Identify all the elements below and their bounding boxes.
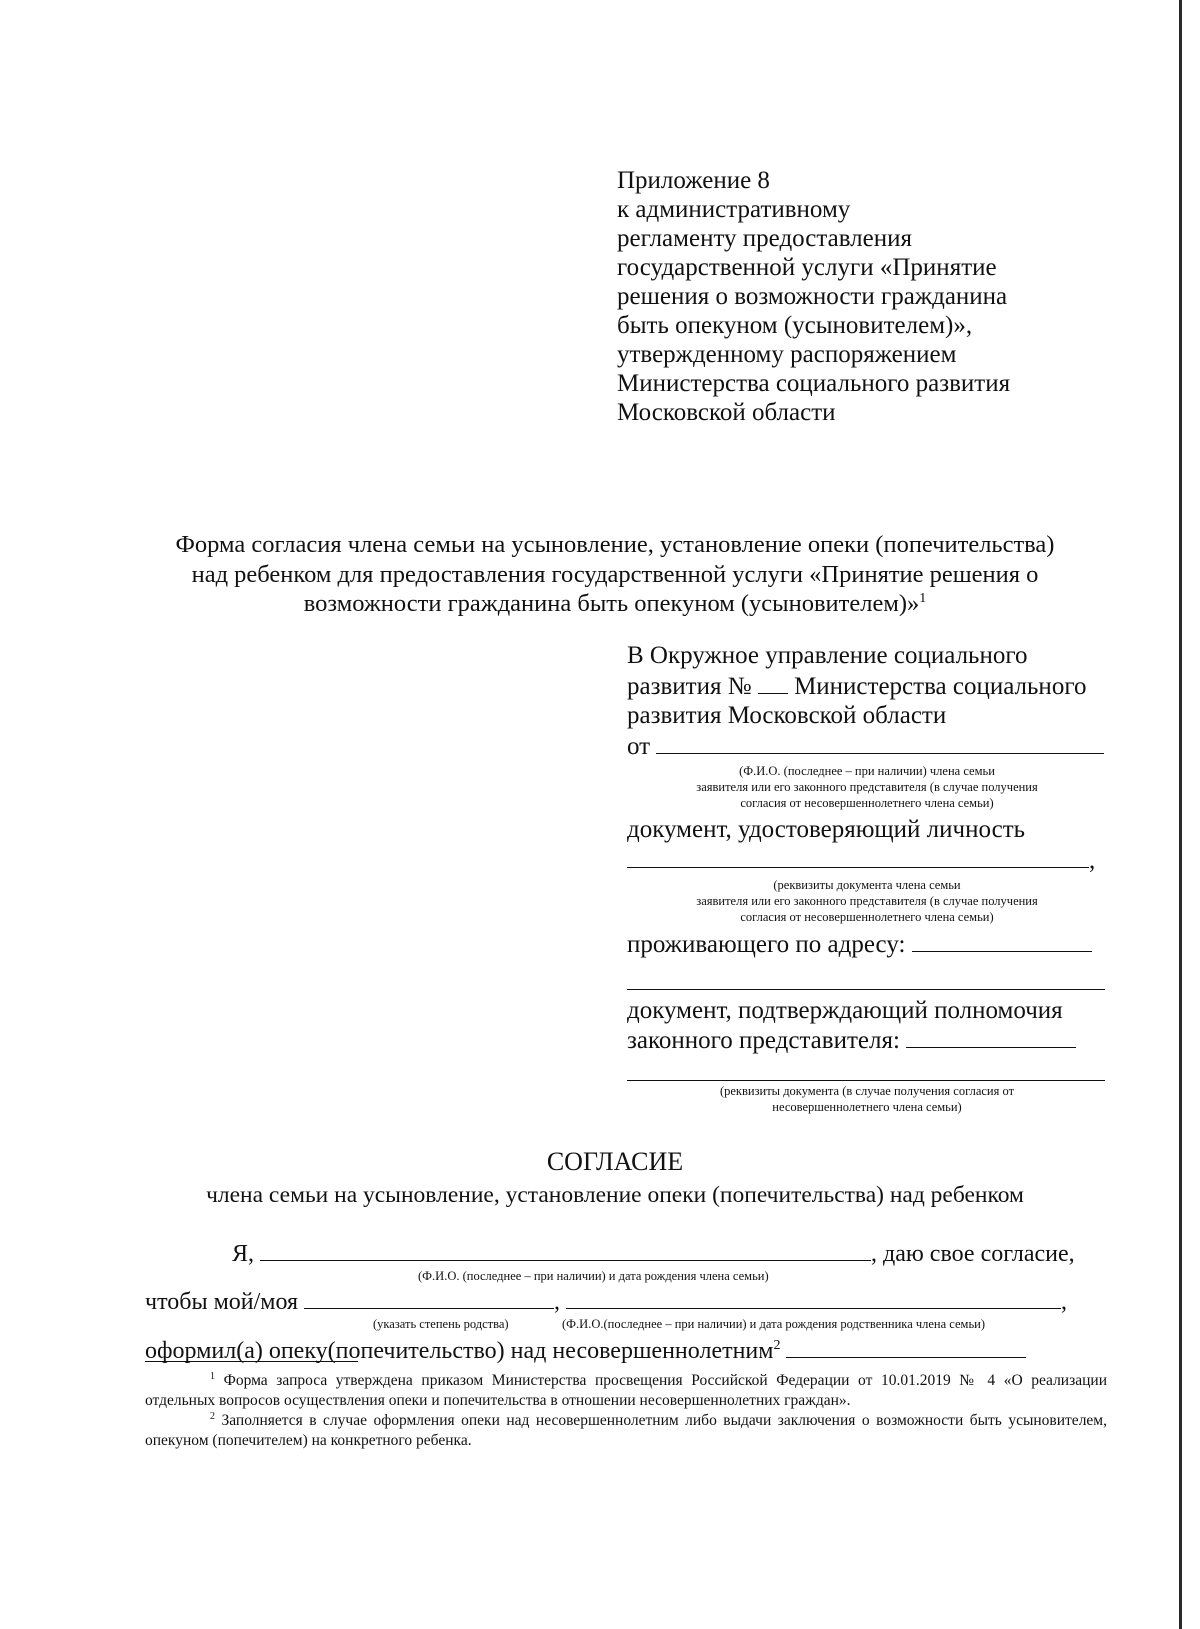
from-name-field[interactable] bbox=[656, 731, 1104, 754]
consent-relative-label: чтобы мой/моя bbox=[145, 1289, 299, 1315]
consent-i-label: Я, bbox=[232, 1241, 255, 1267]
id-doc-hint bbox=[627, 877, 1107, 925]
guardianship-text: оформил(а) опеку(попечительство) над несовершеннолетним bbox=[145, 1338, 774, 1364]
form-title bbox=[120, 530, 1110, 619]
id-doc-field[interactable] bbox=[627, 845, 1089, 868]
consent-separator: , bbox=[554, 1289, 561, 1315]
appendix-line: Министерства социального развития bbox=[617, 370, 1011, 397]
consent-name-field[interactable] bbox=[260, 1238, 871, 1261]
id-doc-label: документ, удостоверяющий личность bbox=[627, 816, 1026, 843]
relative-name-field[interactable] bbox=[566, 1286, 1061, 1309]
hint-line: заявителя или его законного представителя (в случае получения bbox=[696, 894, 1038, 908]
footnote-marker: 2 bbox=[210, 1410, 215, 1422]
id-doc-line bbox=[627, 845, 1107, 876]
footnotes bbox=[145, 1371, 1107, 1451]
hint-line: (реквизиты документа (в случае получения согласия от bbox=[719, 1083, 1015, 1098]
form-title-line: над ребенком для предоставления государственной услуги «Принятие решения о bbox=[191, 560, 1039, 588]
from-label: от bbox=[627, 732, 651, 760]
consent-subtitle: члена семьи на усыновление, установление опеки (попечительства) над ребенком bbox=[206, 1182, 1024, 1208]
addressee-line: В Окружное управление социального bbox=[627, 642, 1028, 669]
footnote-1 bbox=[145, 1371, 1107, 1411]
addressee-line bbox=[627, 671, 1107, 702]
hint-line: (Ф.И.О. (последнее – при наличии) члена семьи bbox=[739, 764, 995, 778]
hint-line: (реквизиты документа члена семьи bbox=[773, 878, 961, 892]
address-field[interactable] bbox=[912, 929, 1092, 952]
address-field-line2[interactable] bbox=[627, 960, 1105, 990]
hint-line: несовершеннолетнего члена семьи) bbox=[772, 1099, 962, 1114]
minor-name-field[interactable] bbox=[786, 1335, 1026, 1358]
authority-label-2: законного представителя: bbox=[627, 1027, 900, 1054]
address-label: проживающего по адресу: bbox=[627, 931, 906, 958]
consent-line-end: , bbox=[1061, 1289, 1068, 1315]
appendix-header bbox=[617, 166, 1057, 427]
consent-title: СОГЛАСИЕ bbox=[546, 1147, 684, 1176]
consent-name-hint: (Ф.И.О. (последнее – при наличии) и дата рождения члена семьи) bbox=[418, 1269, 769, 1283]
form-title-text: возможности гражданина быть опекуном (усыновителем)» bbox=[303, 590, 920, 617]
appendix-line: регламенту предоставления bbox=[617, 225, 913, 252]
address-line bbox=[627, 929, 1107, 960]
authority-line bbox=[627, 1025, 1107, 1056]
appendix-line: быть опекуном (усыновителем)», bbox=[617, 312, 973, 339]
addressee-block bbox=[627, 641, 1107, 1115]
appendix-line: утвержденному распоряжением bbox=[617, 341, 957, 368]
authority-hint bbox=[627, 1083, 1107, 1115]
form-title-line: Форма согласия члена семьи на усыновление, установление опеки (попечительства) bbox=[175, 531, 1055, 558]
appendix-line: Московской области bbox=[617, 399, 836, 426]
hint-line: согласия от несовершеннолетнего члена семьи) bbox=[740, 910, 994, 924]
consent-line-1 bbox=[145, 1238, 1105, 1268]
appendix-line: решения о возможности гражданина bbox=[617, 283, 1008, 310]
appendix-line: государственной услуги «Принятие bbox=[617, 254, 997, 281]
district-number-label: развития № bbox=[627, 672, 752, 700]
relationship-field[interactable] bbox=[304, 1286, 554, 1309]
hint-line: заявителя или его законного представителя (в случае получения bbox=[696, 780, 1038, 794]
hint-line: согласия от несовершеннолетнего члена семьи) bbox=[740, 796, 994, 810]
footnote-ref: 2 bbox=[773, 1338, 781, 1353]
footnote-separator bbox=[145, 1361, 358, 1362]
footnote-text: Заполняется в случае оформления опеки над несовершеннолетним либо выдачи заключения о возможности быть усыновителем, опекуном (попечителем) на конкретного ребенка. bbox=[145, 1412, 1107, 1449]
form-title-line bbox=[120, 589, 1110, 619]
consent-line-2 bbox=[145, 1286, 1105, 1316]
relative-name-hint: (Ф.И.О.(последнее – при наличии) и дата рождения родственника члена семьи) bbox=[562, 1317, 986, 1331]
footnote-2 bbox=[145, 1411, 1107, 1451]
page-edge-line bbox=[1179, 0, 1182, 1629]
appendix-line: Приложение 8 bbox=[617, 167, 770, 194]
consent-agree-text: , даю свое согласие, bbox=[871, 1241, 1075, 1267]
footnote-ref: 1 bbox=[919, 590, 927, 606]
footnote-marker: 1 bbox=[210, 1370, 215, 1382]
from-line bbox=[627, 731, 1107, 762]
addressee-line: развития Московской области bbox=[627, 702, 947, 729]
district-number-field[interactable] bbox=[758, 671, 788, 694]
authority-field-line2[interactable] bbox=[627, 1056, 1105, 1081]
authority-field[interactable] bbox=[906, 1025, 1076, 1048]
footnote-text: Форма запроса утверждена приказом Министерства просвещения Российской Федерации от 10.01.2019 № 4 «О реализации отдельных вопросов осуществления опеки и попечительства в отношении несовершеннолетних граждан». bbox=[145, 1372, 1107, 1409]
addressee-ministry-text: Министерства социального bbox=[794, 672, 1087, 700]
relationship-hint: (указать степень родства) bbox=[373, 1317, 509, 1331]
authority-label: документ, подтверждающий полномочия bbox=[627, 996, 1063, 1024]
id-doc-comma: , bbox=[1089, 846, 1096, 874]
appendix-line: к административному bbox=[617, 196, 851, 223]
from-hint bbox=[627, 763, 1107, 811]
